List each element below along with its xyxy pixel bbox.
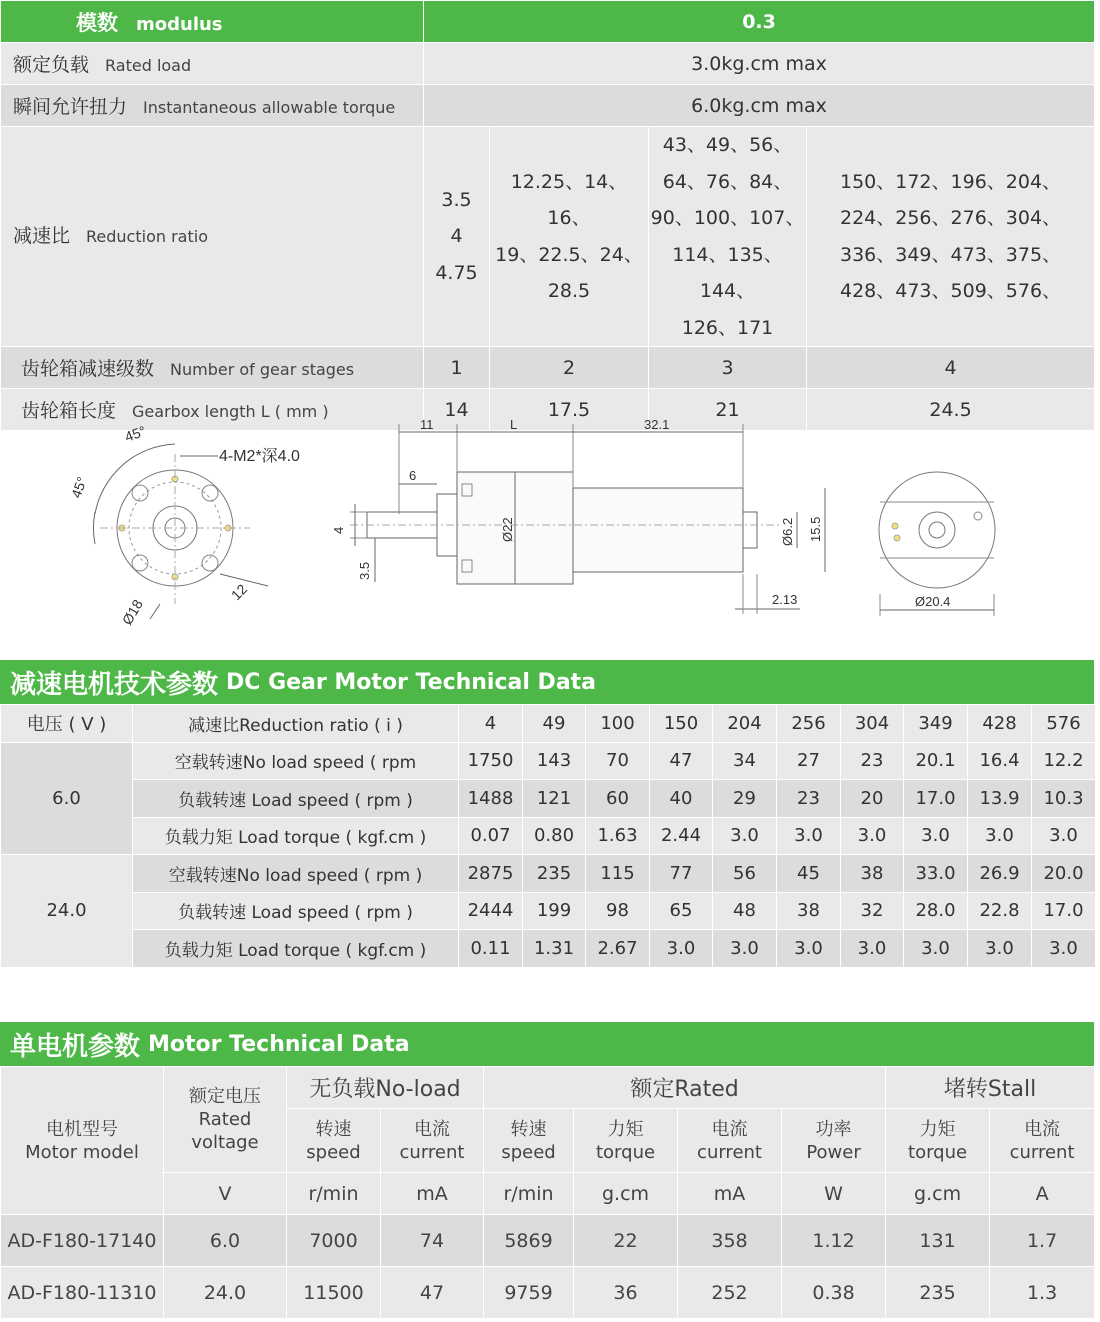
inst-torque-label: 瞬间允许扭力 Instantaneous allowable torque <box>1 85 424 127</box>
back-view <box>879 472 995 616</box>
cell: 252 <box>678 1267 782 1319</box>
length-value: 24.5 <box>807 389 1095 431</box>
ratio-header: 减速比Reduction ratio ( i ) <box>133 705 459 743</box>
motor-model-header: 电机型号 Motor model <box>1 1067 164 1215</box>
cell: 131 <box>886 1215 990 1267</box>
cell: 1.12 <box>782 1215 886 1267</box>
cell: 47 <box>381 1267 484 1319</box>
cell: 34 <box>713 742 777 780</box>
ratio-col: 100 <box>586 705 650 743</box>
dim-l-label: L <box>510 417 518 432</box>
gear-motor-section-header: 减速电机技术参数 DC Gear Motor Technical Data <box>0 660 1094 704</box>
cell: 2.67 <box>586 930 650 968</box>
cell: 3.0 <box>904 930 968 968</box>
ratio-group-4: 150、172、196、204、 224、256、276、304、 336、349、473、375、 428、473、509、576、 <box>807 127 1095 347</box>
gearbox-length-label: 齿轮箱长度 Gearbox length L ( mm ) <box>1 389 424 431</box>
gear-stages-label: 齿轮箱减速级数 Number of gear stages <box>1 347 424 389</box>
cell: 56 <box>713 855 777 893</box>
dim-3-5-label: 3.5 <box>357 561 372 580</box>
cell: 98 <box>586 892 650 930</box>
cell: 1.63 <box>586 817 650 855</box>
ratio-col: 428 <box>968 705 1032 743</box>
rated-load-row <box>1 43 1095 85</box>
table-row <box>1 892 1096 930</box>
ratio-col: 150 <box>650 705 713 743</box>
cell: 16.4 <box>968 742 1032 780</box>
gear-motor-header-row <box>1 705 1096 743</box>
stage-value: 2 <box>490 347 649 389</box>
cell: 74 <box>381 1215 484 1267</box>
sub-header: 电流 current <box>678 1109 782 1173</box>
cell: 77 <box>650 855 713 893</box>
dim-15-5-label: 15.5 <box>808 516 823 542</box>
unit-cell: V <box>164 1173 287 1215</box>
row-label: 负载转速 Load speed ( rpm ) <box>133 892 459 930</box>
unit-cell: A <box>990 1173 1095 1215</box>
cell: 38 <box>777 892 841 930</box>
rated-load-label: 额定负载 Rated load <box>1 43 424 85</box>
cell: 5869 <box>484 1215 574 1267</box>
front-view <box>68 423 300 628</box>
cell: 0.38 <box>782 1267 886 1319</box>
cell: 23 <box>841 742 904 780</box>
motor-header-row-1 <box>1 1067 1095 1109</box>
motor-table <box>0 1066 1095 1319</box>
voltage-header: 电压 ( V ) <box>1 705 133 743</box>
cell: 3.0 <box>1032 930 1096 968</box>
stage-value: 3 <box>649 347 807 389</box>
cell: 47 <box>650 742 713 780</box>
rated-load-value: 3.0kg.cm max <box>424 43 1095 85</box>
cell: 3.0 <box>713 817 777 855</box>
sub-header: 力矩 torque <box>886 1109 990 1173</box>
dia18-label: Ø18 <box>118 596 146 628</box>
cell: 20.0 <box>1032 855 1096 893</box>
cell: 3.0 <box>713 930 777 968</box>
cell: 2.44 <box>650 817 713 855</box>
table-row <box>1 1215 1095 1267</box>
rated-header: 额定Rated <box>484 1067 886 1109</box>
modulus-value: 0.3 <box>424 1 1095 43</box>
inst-torque-value: 6.0kg.cm max <box>424 85 1095 127</box>
ratio-col: 349 <box>904 705 968 743</box>
cell: 115 <box>586 855 650 893</box>
cell: 45 <box>777 855 841 893</box>
cell: 70 <box>586 742 650 780</box>
angle-b-label: 45° <box>67 474 91 501</box>
ratio-col: 256 <box>777 705 841 743</box>
cell: 60 <box>586 780 650 818</box>
cell: 17.0 <box>904 780 968 818</box>
cell: 1488 <box>459 780 523 818</box>
cell: 65 <box>650 892 713 930</box>
table-row <box>1 1267 1095 1319</box>
voltage-cell: 6.0 <box>1 742 133 855</box>
table-row <box>1 930 1096 968</box>
cell: 12.2 <box>1032 742 1096 780</box>
cell: 1.31 <box>523 930 586 968</box>
cell: 10.3 <box>1032 780 1096 818</box>
modulus-label: 模数 modulus <box>1 1 424 43</box>
cell: 13.9 <box>968 780 1032 818</box>
ratio-col: 49 <box>523 705 586 743</box>
cell: 32 <box>841 892 904 930</box>
cell: 26.9 <box>968 855 1032 893</box>
row-label: 空载转速No load speed ( rpm ) <box>133 855 459 893</box>
ratio-col: 576 <box>1032 705 1096 743</box>
gear-stages-row <box>1 347 1095 389</box>
table-row <box>1 817 1096 855</box>
motor-model-cell: AD-F180-17140 <box>1 1215 164 1267</box>
cell: 121 <box>523 780 586 818</box>
cell: 7000 <box>287 1215 381 1267</box>
cell: 1.3 <box>990 1267 1095 1319</box>
dim-4-label: 4 <box>331 526 346 534</box>
stage-value: 4 <box>807 347 1095 389</box>
row-label: 负载力矩 Load torque ( kgf.cm ) <box>133 930 459 968</box>
holes-label: 4-M2*深4.0 <box>219 448 300 465</box>
motor-units-row <box>1 1173 1095 1215</box>
reduction-ratio-label: 减速比 Reduction ratio <box>1 127 424 347</box>
length-value: 14 <box>424 389 490 431</box>
cell: 3.0 <box>650 930 713 968</box>
gear-motor-table <box>0 704 1096 968</box>
sub-header: 力矩 torque <box>574 1109 678 1173</box>
cell: 33.0 <box>904 855 968 893</box>
motor-section-header: 单电机参数 Motor Technical Data <box>0 1022 1094 1066</box>
unit-cell: mA <box>678 1173 782 1215</box>
cell: 0.07 <box>459 817 523 855</box>
row-label: 负载转速 Load speed ( rpm ) <box>133 780 459 818</box>
cell: 38 <box>841 855 904 893</box>
technical-drawing <box>0 404 1100 656</box>
cell: 28.0 <box>904 892 968 930</box>
unit-cell: r/min <box>287 1173 381 1215</box>
table-row <box>1 742 1096 780</box>
side-view <box>331 417 825 614</box>
table-row <box>1 855 1096 893</box>
cell: 143 <box>523 742 586 780</box>
length-value: 17.5 <box>490 389 649 431</box>
spec-header-row <box>1 1 1095 43</box>
cell: 9759 <box>484 1267 574 1319</box>
cell: 358 <box>678 1215 782 1267</box>
cell: 29 <box>713 780 777 818</box>
cell: 22.8 <box>968 892 1032 930</box>
cell: 20 <box>841 780 904 818</box>
cell: 48 <box>713 892 777 930</box>
cell: 235 <box>886 1267 990 1319</box>
dim-32-1-label: 32.1 <box>644 417 670 432</box>
dim-6-label: 6 <box>409 468 417 483</box>
angle-a-label: 45° <box>122 422 148 445</box>
length-value: 21 <box>649 389 807 431</box>
pcd-label: 12 <box>227 580 251 604</box>
ratio-group-2: 12.25、14、16、 19、22.5、24、 28.5 <box>490 127 649 347</box>
row-label: 空载转速No load speed ( rpm <box>133 742 459 780</box>
noload-header: 无负载No-load <box>287 1067 484 1109</box>
cell: 23 <box>777 780 841 818</box>
cell: 3.0 <box>1032 817 1096 855</box>
cell: 22 <box>574 1215 678 1267</box>
gearbox-spec-table <box>0 0 1095 431</box>
cell: 3.0 <box>968 817 1032 855</box>
dim-2-13-label: 2.13 <box>772 592 798 607</box>
motor-model-cell: AD-F180-11310 <box>1 1267 164 1319</box>
dim-20-4-label: Ø20.4 <box>915 594 951 609</box>
table-row <box>1 780 1096 818</box>
ratio-col: 204 <box>713 705 777 743</box>
dim-22-label: Ø22 <box>500 517 515 542</box>
row-label: 负载力矩 Load torque ( kgf.cm ) <box>133 817 459 855</box>
cell: 40 <box>650 780 713 818</box>
cell: 235 <box>523 855 586 893</box>
cell: 0.80 <box>523 817 586 855</box>
cell: 2444 <box>459 892 523 930</box>
ratio-group-3: 43、49、56、 64、76、84、 90、100、107、 114、135、144、 126、171 <box>649 127 807 347</box>
cell: 27 <box>777 742 841 780</box>
cell: 0.11 <box>459 930 523 968</box>
cell: 3.0 <box>777 930 841 968</box>
sub-header: 电流 current <box>990 1109 1095 1173</box>
cell: 20.1 <box>904 742 968 780</box>
voltage-cell: 24.0 <box>1 855 133 968</box>
cell: 1750 <box>459 742 523 780</box>
unit-cell: r/min <box>484 1173 574 1215</box>
dim-11-label: 11 <box>420 417 434 432</box>
sub-header: 转速 speed <box>287 1109 381 1173</box>
ratio-col: 304 <box>841 705 904 743</box>
cell: 199 <box>523 892 586 930</box>
ratio-group-1: 3.5 4 4.75 <box>424 127 490 347</box>
inst-torque-row <box>1 85 1095 127</box>
cell: 3.0 <box>777 817 841 855</box>
cell: 3.0 <box>841 817 904 855</box>
cell: 6.0 <box>164 1215 287 1267</box>
cell: 3.0 <box>968 930 1032 968</box>
cell: 2875 <box>459 855 523 893</box>
ratio-col: 4 <box>459 705 523 743</box>
unit-cell: mA <box>381 1173 484 1215</box>
cell: 11500 <box>287 1267 381 1319</box>
cell: 24.0 <box>164 1267 287 1319</box>
cell: 36 <box>574 1267 678 1319</box>
unit-cell: g.cm <box>886 1173 990 1215</box>
sub-header: 电流 current <box>381 1109 484 1173</box>
sub-header: 转速 speed <box>484 1109 574 1173</box>
cell: 17.0 <box>1032 892 1096 930</box>
unit-cell: g.cm <box>574 1173 678 1215</box>
cell: 3.0 <box>904 817 968 855</box>
cell: 1.7 <box>990 1215 1095 1267</box>
stall-header: 堵转Stall <box>886 1067 1095 1109</box>
cell: 3.0 <box>841 930 904 968</box>
stage-value: 1 <box>424 347 490 389</box>
rated-voltage-header: 额定电压 Rated voltage <box>164 1067 287 1173</box>
dim-6-2-label: Ø6.2 <box>780 517 795 546</box>
reduction-ratio-row <box>1 127 1095 347</box>
unit-cell: W <box>782 1173 886 1215</box>
sub-header: 功率 Power <box>782 1109 886 1173</box>
